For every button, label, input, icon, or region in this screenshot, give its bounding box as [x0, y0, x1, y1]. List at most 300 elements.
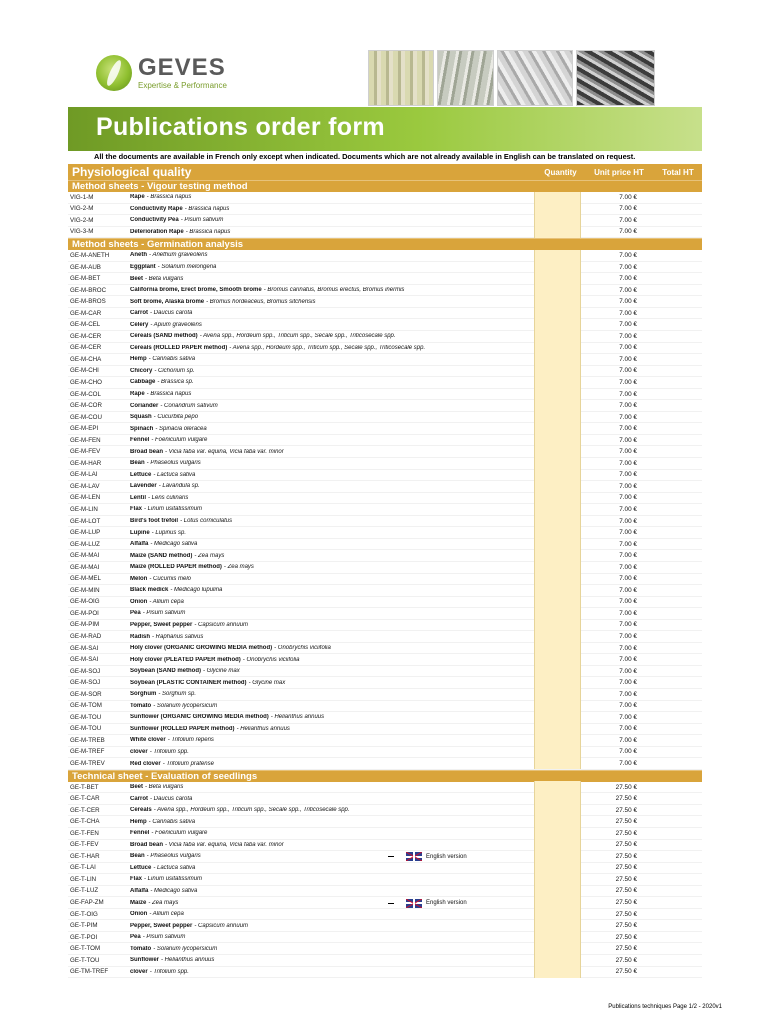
- group-title: Method sheets - Vigour testing method: [68, 180, 702, 192]
- product-description: [130, 737, 530, 743]
- product-name: California brome, Erect brome, Smooth brome: [130, 287, 262, 294]
- product-name: Hemp: [130, 818, 147, 825]
- product-latin-name: - Cucurbita pepo: [153, 414, 199, 421]
- product-code: GE-M-LOT: [70, 517, 101, 525]
- quantity-input[interactable]: [534, 712, 581, 724]
- product-description: [130, 853, 530, 859]
- quantity-input[interactable]: [534, 307, 581, 319]
- product-latin-name: - Solanum melongena: [157, 264, 217, 270]
- page-footer: Publications techniques Page 1/2 - 2020v1: [608, 1004, 722, 1010]
- product-latin-name: - Medicago sativa: [150, 541, 198, 548]
- unit-price: 27.50 €: [615, 875, 637, 883]
- product-code: GE-T-LIN: [70, 875, 97, 883]
- product-name: Radish: [130, 633, 151, 640]
- product-latin-name: - Medicago sativa: [150, 887, 198, 894]
- quantity-input[interactable]: [534, 354, 581, 366]
- product-description: [130, 923, 530, 929]
- product-latin-name: - Allium cepa: [149, 911, 184, 918]
- product-name: Hemp: [130, 356, 147, 363]
- product-name: Fennel: [130, 437, 150, 444]
- table-row: [68, 643, 702, 655]
- quantity-input[interactable]: [534, 342, 581, 354]
- product-latin-name: - Pisum sativum: [142, 934, 186, 941]
- product-latin-name: - Phaseolus vulgaris: [146, 853, 201, 860]
- table-row: [68, 227, 702, 239]
- product-latin-name: - Avena spp., Hordeum spp., Triticum spp., Secale spp., Triticosecale spp.: [153, 807, 350, 814]
- quantity-input[interactable]: [534, 261, 581, 273]
- quantity-input[interactable]: [534, 538, 581, 550]
- unit-price: 7.00 €: [619, 563, 637, 571]
- product-description: [130, 564, 530, 570]
- table-row: [68, 932, 702, 944]
- product-description: [130, 437, 530, 443]
- quantity-input[interactable]: [534, 758, 581, 770]
- unit-price: 7.00 €: [619, 667, 637, 675]
- table-row: [68, 712, 702, 724]
- table-row: [68, 527, 702, 539]
- quantity-input[interactable]: [534, 931, 581, 943]
- table-row: [68, 805, 702, 817]
- unit-price: 7.00 €: [619, 413, 637, 421]
- table-row: [68, 319, 702, 331]
- table-row: [68, 909, 702, 921]
- unit-price: 27.50 €: [615, 806, 637, 814]
- product-latin-name: - Beta vulgaris: [145, 275, 184, 282]
- unit-price: 7.00 €: [619, 609, 637, 617]
- product-code: GE-TM-TREF: [70, 968, 109, 976]
- unit-price: 7.00 €: [619, 575, 637, 583]
- product-name: Beet: [130, 275, 144, 282]
- product-latin-name: - Solanum lycopersicum: [153, 945, 218, 952]
- quantity-input[interactable]: [534, 874, 581, 886]
- quantity-input[interactable]: [534, 654, 581, 666]
- quantity-input[interactable]: [534, 331, 581, 343]
- product-latin-name: - Onobrychis viciifolia: [242, 656, 300, 663]
- product-latin-name: - Avena spp., Hordeum spp., Triticum spp., Secale spp., Triticosecale spp.: [199, 333, 396, 340]
- product-latin-name: - Cannabis sativa: [148, 818, 196, 825]
- product-description: [130, 819, 530, 825]
- table-row: [68, 354, 702, 366]
- product-code: GE-M-CHA: [70, 355, 102, 363]
- quantity-input[interactable]: [534, 388, 581, 400]
- product-name: Lavender: [130, 483, 157, 490]
- quantity-input[interactable]: [534, 804, 581, 816]
- quantity-input[interactable]: [534, 226, 581, 238]
- quantity-input[interactable]: [534, 908, 581, 920]
- unit-price: 7.00 €: [619, 193, 637, 201]
- product-description: [130, 969, 530, 975]
- product-name: Cereals: [130, 807, 152, 814]
- product-description: [130, 934, 530, 940]
- unit-price: 7.00 €: [619, 459, 637, 467]
- table-row: [68, 458, 702, 470]
- unit-price: 27.50 €: [615, 864, 637, 872]
- product-latin-name: - Sorghum sp.: [158, 691, 197, 698]
- product-description: [130, 276, 530, 282]
- product-description: [130, 680, 530, 686]
- product-name: Pea: [130, 934, 141, 941]
- section-title: Physiological quality: [72, 165, 192, 179]
- table-row: [68, 897, 702, 909]
- product-name: Cereals (SAND method): [130, 333, 198, 340]
- product-code: GE-T-CER: [70, 806, 100, 814]
- product-name: Celery: [130, 321, 149, 328]
- product-latin-name: - Vicia faba var. equina, Vicia faba var. minor: [165, 448, 284, 455]
- product-latin-name: - Beta vulgaris: [145, 784, 184, 791]
- product-code: GE-FAP-ZM: [70, 899, 104, 907]
- product-code: GE-M-SAI: [70, 644, 99, 652]
- product-code: GE-M-FEV: [70, 448, 101, 456]
- quantity-input[interactable]: [534, 827, 581, 839]
- unit-price: 7.00 €: [619, 471, 637, 479]
- product-code: GE-M-MIN: [70, 586, 100, 594]
- quantity-input[interactable]: [534, 966, 581, 978]
- product-name: Sunflower (ORGANIC GROWING MEDIA method): [130, 714, 269, 721]
- quantity-input[interactable]: [534, 492, 581, 504]
- quantity-input[interactable]: [534, 561, 581, 573]
- unit-price: 7.00 €: [619, 644, 637, 652]
- product-latin-name: - Solanum lycopersicum: [153, 702, 218, 709]
- quantity-input[interactable]: [534, 700, 581, 712]
- product-latin-name: - Cichorium sp.: [154, 367, 195, 374]
- quantity-input[interactable]: [534, 677, 581, 689]
- product-description: [130, 310, 530, 316]
- table-row: [68, 550, 702, 562]
- quantity-input[interactable]: [534, 377, 581, 389]
- product-code: GE-M-PIM: [70, 621, 100, 629]
- unit-price: 7.00 €: [619, 402, 637, 410]
- product-code: GE-T-LAI: [70, 864, 96, 872]
- quantity-input[interactable]: [534, 955, 581, 967]
- quantity-input[interactable]: [534, 943, 581, 955]
- product-description: [130, 426, 530, 432]
- quantity-input[interactable]: [534, 920, 581, 932]
- product-latin-name: - Cucumis melo: [149, 575, 192, 582]
- unit-price: 7.00 €: [619, 540, 637, 548]
- unit-price: 27.50 €: [615, 899, 637, 907]
- quantity-input[interactable]: [534, 839, 581, 851]
- table-row: [68, 782, 702, 794]
- product-latin-name: - Trifolium spp.: [149, 748, 189, 755]
- quantity-input[interactable]: [534, 215, 581, 227]
- product-code: GE-M-LUZ: [70, 540, 100, 548]
- product-description: [130, 645, 530, 651]
- product-description: [130, 888, 530, 894]
- product-name: Rape: [130, 194, 145, 201]
- product-code: GE-M-MAI: [70, 563, 100, 571]
- unit-price: 7.00 €: [619, 425, 637, 433]
- quantity-input[interactable]: [534, 296, 581, 308]
- product-description: [130, 946, 530, 952]
- product-code: GE-M-CER: [70, 344, 102, 352]
- header: [68, 45, 702, 145]
- product-latin-name: - Bromus hordeaceus, Bromus sitchensis: [206, 298, 316, 305]
- quantity-input[interactable]: [534, 411, 581, 423]
- column-quantity-header: Quantity: [544, 167, 577, 177]
- product-latin-name: - Anethum graveolens: [149, 252, 208, 259]
- table-row: [68, 539, 702, 551]
- product-name: Holy clover (PLEATED PAPER method): [130, 656, 241, 663]
- unit-price: 7.00 €: [619, 378, 637, 386]
- table-row: [68, 285, 702, 297]
- unit-price: 7.00 €: [619, 309, 637, 317]
- table-row: [68, 654, 702, 666]
- product-code: GE-M-FEN: [70, 436, 101, 444]
- product-name: Spinach: [130, 425, 154, 432]
- table-row: [68, 562, 702, 574]
- product-description: [130, 518, 530, 524]
- quantity-input[interactable]: [534, 746, 581, 758]
- product-latin-name: - Brassica napus: [185, 228, 231, 235]
- table-row: [68, 366, 702, 378]
- table-row: [68, 204, 702, 216]
- english-version-tag: [388, 851, 467, 863]
- table-row: [68, 308, 702, 320]
- product-name: Soybean (PLASTIC CONTAINER method): [130, 679, 247, 686]
- quantity-input[interactable]: [534, 250, 581, 262]
- quantity-input[interactable]: [534, 365, 581, 377]
- table-row: [68, 816, 702, 828]
- quantity-input[interactable]: [534, 688, 581, 700]
- product-name: Chicory: [130, 367, 153, 374]
- unit-price: 7.00 €: [619, 263, 637, 271]
- product-description: [130, 911, 530, 917]
- quantity-input[interactable]: [534, 885, 581, 897]
- product-description: [130, 576, 530, 582]
- product-name: Onion: [130, 598, 148, 605]
- unit-price: 7.00 €: [619, 656, 637, 664]
- unit-price: 27.50 €: [615, 795, 637, 803]
- product-latin-name: - Capsicum annuum: [194, 922, 249, 929]
- publication-photo: [368, 50, 434, 106]
- quantity-input[interactable]: [534, 793, 581, 805]
- unit-price: 7.00 €: [619, 633, 637, 640]
- english-version-label: English version: [426, 853, 467, 860]
- quantity-input[interactable]: [534, 481, 581, 493]
- product-description: [130, 761, 530, 767]
- product-name: Aneth: [130, 252, 147, 259]
- group-title: Method sheets - Germination analysis: [68, 238, 702, 250]
- table-row: [68, 343, 702, 355]
- product-latin-name: - Foeniculum vulgare: [151, 437, 208, 444]
- unit-price: 7.00 €: [619, 390, 637, 398]
- product-description: [130, 784, 530, 790]
- product-name: Sunflower: [130, 957, 160, 964]
- product-latin-name: - Lupinus sp.: [151, 529, 187, 536]
- product-description: [130, 657, 530, 663]
- unit-price: 27.50 €: [615, 841, 637, 849]
- product-description: [130, 356, 530, 362]
- publication-photo: [437, 50, 495, 106]
- product-latin-name: - Cannabis sativa: [148, 356, 196, 363]
- unit-price: 7.00 €: [619, 216, 637, 224]
- product-code: GE-T-TOU: [70, 956, 100, 964]
- quantity-input[interactable]: [534, 608, 581, 620]
- quantity-input[interactable]: [534, 596, 581, 608]
- quantity-input[interactable]: [534, 816, 581, 828]
- product-name: Maize (SAND method): [130, 552, 193, 559]
- product-name: Bean: [130, 460, 145, 467]
- uk-flag-icon: [406, 852, 422, 861]
- checkbox-line[interactable]: [388, 856, 394, 857]
- product-latin-name: - Daucus carota: [150, 310, 193, 317]
- product-description: [130, 345, 530, 351]
- quantity-input[interactable]: [534, 735, 581, 747]
- table-row: [68, 215, 702, 227]
- quantity-input[interactable]: [534, 723, 581, 735]
- product-description: [130, 322, 530, 328]
- table-row: [68, 758, 702, 770]
- product-latin-name: - Helianthus annuus: [236, 725, 290, 732]
- product-name: Lentil: [130, 494, 146, 501]
- product-code: GE-M-COU: [70, 413, 102, 421]
- product-code: GE-T-FEV: [70, 841, 99, 849]
- table-row: [68, 516, 702, 528]
- product-code: GE-M-TOM: [70, 702, 102, 710]
- quantity-input[interactable]: [534, 862, 581, 874]
- table-row: [68, 943, 702, 955]
- quantity-input[interactable]: [534, 585, 581, 597]
- quantity-input[interactable]: [534, 423, 581, 435]
- product-description: [130, 414, 530, 420]
- product-latin-name: - Zea mays: [223, 564, 254, 571]
- product-latin-name: - Helianthus annuus: [270, 714, 325, 721]
- checkbox-line[interactable]: [388, 903, 394, 904]
- quantity-input[interactable]: [534, 851, 581, 863]
- table-row: [68, 735, 702, 747]
- quantity-input[interactable]: [534, 458, 581, 470]
- product-description: [130, 391, 530, 397]
- quantity-input[interactable]: [534, 665, 581, 677]
- english-version-label: English version: [426, 900, 467, 907]
- product-description: [130, 460, 530, 466]
- availability-note: All the documents are available in French only except when indicated. Documents which are not already available in English can be translated on request.: [94, 152, 636, 161]
- table-row: [68, 192, 702, 204]
- quantity-input[interactable]: [534, 527, 581, 539]
- unit-price: 7.00 €: [619, 367, 637, 375]
- product-name: White clover: [130, 737, 166, 744]
- product-code: GE-M-CER: [70, 332, 102, 340]
- product-latin-name: - Lens culinaris: [148, 494, 189, 501]
- quantity-input[interactable]: [534, 203, 581, 215]
- product-code: GE-M-TREF: [70, 748, 105, 756]
- product-name: Rape: [130, 391, 145, 398]
- product-code: GE-M-TOU: [70, 725, 102, 733]
- quantity-input[interactable]: [534, 192, 581, 204]
- quantity-input[interactable]: [534, 550, 581, 562]
- quantity-input[interactable]: [534, 446, 581, 458]
- product-code: GE-M-AUB: [70, 263, 101, 271]
- unit-price: 27.50 €: [615, 945, 637, 953]
- unit-price: 27.50 €: [615, 783, 637, 791]
- product-latin-name: - Glycine max: [203, 668, 240, 675]
- product-name: Holy clover (ORGANIC GROWING MEDIA method): [130, 645, 273, 652]
- quantity-input[interactable]: [534, 515, 581, 527]
- table-row: [68, 423, 702, 435]
- quantity-input[interactable]: [534, 619, 581, 631]
- product-name: Deterioration Rape: [130, 228, 184, 235]
- unit-price: 7.00 €: [619, 332, 637, 340]
- product-code: GE-T-TOM: [70, 945, 101, 953]
- quantity-input[interactable]: [534, 781, 581, 793]
- product-description: [130, 900, 530, 906]
- product-code: GE-M-SOJ: [70, 667, 101, 675]
- unit-price: 7.00 €: [619, 552, 637, 560]
- product-name: Soybean (SAND method): [130, 668, 202, 675]
- product-name: Fennel: [130, 830, 150, 837]
- product-code: GE-M-LAI: [70, 471, 98, 479]
- quantity-input[interactable]: [534, 631, 581, 643]
- product-latin-name: - Zea mays: [194, 552, 225, 559]
- product-latin-name: - Trifolium spp.: [149, 968, 189, 975]
- product-code: GE-M-MAI: [70, 552, 100, 560]
- table-row: [68, 631, 702, 643]
- product-code: VIG-2-M: [70, 216, 94, 224]
- table-row: [68, 435, 702, 447]
- product-latin-name: - Daucus carota: [150, 795, 193, 802]
- unit-price: 7.00 €: [619, 321, 637, 329]
- order-table: [68, 164, 702, 978]
- quantity-input[interactable]: [534, 469, 581, 481]
- product-code: GE-M-CHI: [70, 367, 99, 375]
- quantity-input[interactable]: [534, 319, 581, 331]
- quantity-input[interactable]: [534, 284, 581, 296]
- product-latin-name: - Lavandula sp.: [158, 483, 200, 490]
- product-name: Sorghum: [130, 691, 157, 698]
- product-description: [130, 714, 530, 720]
- quantity-input[interactable]: [534, 400, 581, 412]
- product-latin-name: - Pisum sativum: [142, 610, 186, 617]
- product-code: GE-M-LEN: [70, 494, 101, 502]
- quantity-input[interactable]: [534, 642, 581, 654]
- quantity-input[interactable]: [534, 273, 581, 285]
- table-row: [68, 840, 702, 852]
- unit-price: 7.00 €: [619, 760, 637, 768]
- section-header: [68, 164, 702, 180]
- unit-price: 7.00 €: [619, 482, 637, 490]
- product-name: Pea: [130, 610, 141, 617]
- group-title: Technical sheet - Evaluation of seedlings: [68, 770, 702, 782]
- product-name: Melon: [130, 575, 148, 582]
- publication-photo: [497, 50, 572, 106]
- product-code: GE-T-FEN: [70, 829, 99, 837]
- product-description: [130, 541, 530, 547]
- product-code: GE-M-BET: [70, 275, 101, 283]
- product-description: [130, 553, 530, 559]
- product-code: GE-M-COL: [70, 390, 101, 398]
- unit-price: 7.00 €: [619, 298, 637, 306]
- table-row: [68, 724, 702, 736]
- quantity-input[interactable]: [534, 897, 581, 909]
- product-code: VIG-1-M: [70, 193, 94, 201]
- table-row: [68, 574, 702, 586]
- table-row: [68, 597, 702, 609]
- product-latin-name: - Foeniculum vulgare: [151, 830, 208, 837]
- product-name: Flax: [130, 506, 143, 513]
- quantity-input[interactable]: [534, 434, 581, 446]
- product-code: GE-T-HAR: [70, 852, 100, 860]
- product-latin-name: - Bromus carinatus, Bromus erectus, Bromus inermis: [263, 287, 405, 294]
- product-latin-name: - Zea mays: [148, 899, 179, 906]
- product-name: clover: [130, 748, 148, 755]
- quantity-input[interactable]: [534, 573, 581, 585]
- product-code: GE-M-LAV: [70, 482, 100, 490]
- unit-price: 7.00 €: [619, 529, 637, 537]
- quantity-input[interactable]: [534, 504, 581, 516]
- column-total-header: Total HT: [662, 167, 694, 177]
- brand-tagline: Expertise & Performance: [138, 81, 227, 90]
- product-description: [130, 229, 530, 235]
